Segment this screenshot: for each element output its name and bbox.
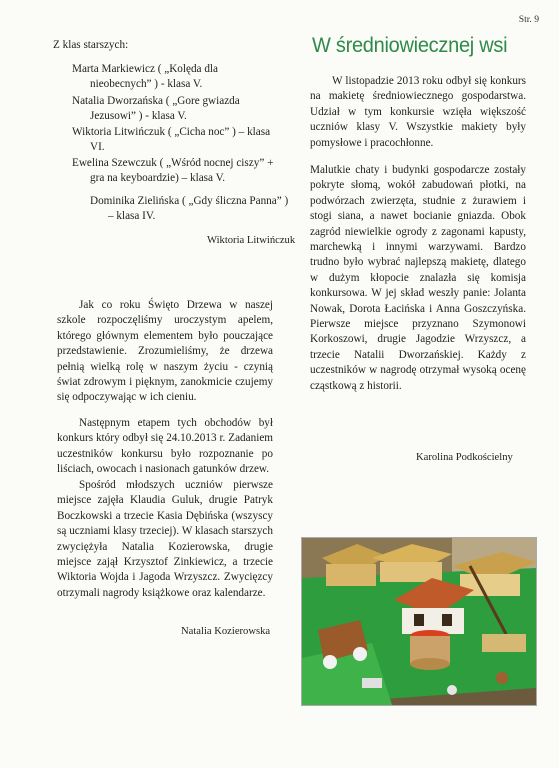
paragraph-wyniki: Spośród młodszych uczniów pierwsze miejsce zajęła Klaudia Guluk, drugie Patryk Boczkowski a trzecie Kasia Dębińska (wszyscy są uczniami klasy trzeciej). W klasach starszych zwyciężyła Natalia Kozierowska, drugie miejsce zajął Krzysztof Zinkiewicz, a trzecie Wiktoria Wojda i Jagoda Wrzyszcz. Zwycięzcy otrzymali nagrody książkowe oraz kalendarze. [57,479,273,599]
page-number: Str. 9 [518,14,539,25]
list-heading: Z klas starszych: [53,39,129,51]
paragraph-swieto-drzewa: Jak co roku Święto Drzewa w naszej szkole rozpoczęliśmy uroczystym apelem, którego głównym elementem było pouczające przedstawienie. Zrozumieliśmy, że drzewa pełnią wielką rolę w naszym życiu - czynią świat zdrowym i pięknym, zanokmicie czujemy się odpoczywając w ich cieniu. [57,299,273,404]
list-entry-ewelina: Ewelina Szewczuk ( „Wśród nocnej ciszy” + gra na keyboardzie) – klasa V. [72,157,274,185]
list-entry-wiktoria: Wiktoria Litwińczuk ( „Cicha noc” ) – klasa VI. [72,126,271,154]
paragraph-konkurs: Następnym etapem tych obchodów był konkurs który odbył się 24.10.2013 r. Zadaniem uczestników konkursu było rozpoznanie po liściach, owocach i nasionach gatunków drzew. [57,417,273,476]
list-entry-dominika: Dominika Zielińska ( „Gdy śliczna Panna” ) – klasa IV. [90,195,289,223]
paragraph-makiety-intro: W listopadzie 2013 roku odbył się konkurs na makietę średniowiecznego gospodarstwa. Udział w tym konkursie wzięła większość uczniów klasy V. Wszystkie makiety były pomysłowe i pracochłonne. [310,75,526,149]
signature-natalia: Natalia Kozierowska [181,626,271,637]
signature-karolina: Karolina Podkościelny [416,452,513,463]
paragraph-makiety-opis: Malutkie chaty i budynki gospodarcze zostały pokryte słomą, wokół zabudowań płotki, na podwórzach zwierzęta, studnie z żurawiem i stogi siana, a nawet bocianie gniazda. Obok zagród niewielkie ogrody z zagonami kapusty, marchewką i innymi warzywami. Bardzo trudno było wybrać najlepszą makietę, dlatego w dużym kłopocie znalazła się komisja konkursowa. W jej skład weszły panie: Jolanta Nowak, Dorota Łacińska i Anna Goszczyńska. Pierwsze miejsce przyznano Szymonowi Korkoszowi, drugie Jagodzie Wrzyszcz, a trzecie Natalii Dworzańskiej. Każdy z uczestników w nagrodę otrzymał wysoką ocenę cząstkową z historii. [310,164,526,392]
article-title: W średniowiecznej wsi [312,33,508,57]
list-entry-marta: Marta Markiewicz ( „Kolęda dla nieobecnych” ) - klasa V. [72,63,218,91]
signature-wiktoria: Wiktoria Litwińczuk [207,235,296,246]
list-entry-natalia: Natalia Dworzańska ( „Gore gwiazda Jezusowi” ) - klasa V. [72,95,240,123]
village-model-photo [301,537,537,706]
